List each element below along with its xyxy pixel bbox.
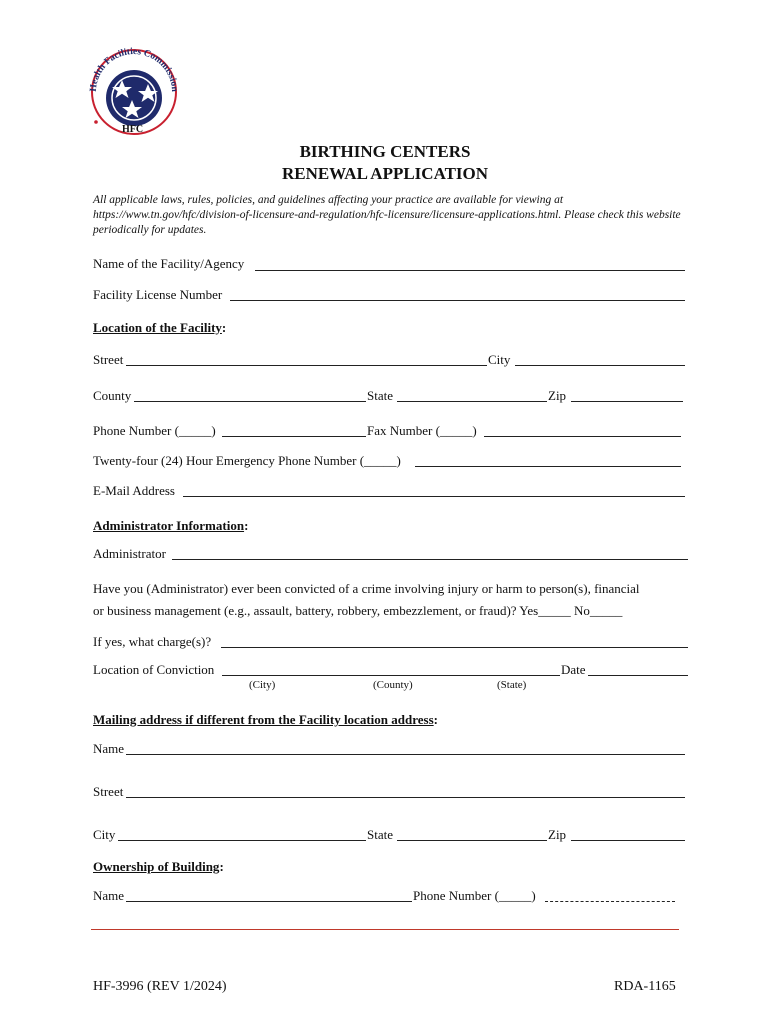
mailing-name-field[interactable]	[126, 754, 685, 755]
form-title-line1: BIRTHING CENTERS	[299, 142, 471, 161]
location-phone-label: Phone Number (_____)	[93, 423, 216, 438]
sub-label-county: (County)	[373, 679, 413, 691]
mailing-state-field[interactable]	[397, 840, 547, 841]
facility-name-label: Name of the Facility/Agency	[93, 256, 245, 271]
administrator-label: Administrator	[93, 546, 166, 561]
charges-field[interactable]	[221, 647, 688, 648]
conviction-date-field[interactable]	[588, 675, 688, 676]
charges-label: If yes, what charge(s)?	[93, 634, 212, 649]
location-state-field[interactable]	[397, 401, 547, 402]
location-city-field[interactable]	[515, 365, 685, 366]
ownership-phone-field[interactable]	[545, 901, 675, 902]
facility-name-field[interactable]	[255, 270, 685, 271]
svg-text:Health Facilities Commission: Health Facilities Commission	[88, 46, 180, 93]
location-city-label: City	[488, 352, 511, 367]
rda-number: RDA-1165	[614, 979, 676, 994]
email-label: E-Mail Address	[93, 483, 175, 498]
sub-label-state: (State)	[497, 679, 527, 691]
mailing-state-label: State	[367, 827, 393, 842]
conviction-question-line1: Have you (Administrator) ever been convicted of a crime involving injury or harm to person(s), financial	[93, 581, 640, 596]
intro-text: All applicable laws, rules, policies, and guidelines affecting your practice are available for viewing at https://www.tn.gov/hfc/division-of-licensure-and-regulation/hfc-licensure/licensure-applications.html. Please check this website periodically for updates.	[93, 194, 681, 236]
mailing-city-field[interactable]	[118, 840, 366, 841]
form-title-line2: RENEWAL APPLICATION	[281, 164, 489, 183]
facility-license-field[interactable]	[230, 300, 685, 301]
ownership-phone-label: Phone Number (_____)	[413, 888, 536, 903]
location-fax-label: Fax Number (_____)	[367, 423, 477, 438]
mailing-street-label: Street	[93, 784, 124, 799]
location-zip-field[interactable]	[571, 401, 683, 402]
emergency-phone-field[interactable]	[415, 466, 681, 467]
ownership-heading: Ownership of Building:	[93, 859, 224, 874]
logo-abbreviation: HFC	[122, 124, 144, 135]
location-zip-label: Zip	[548, 388, 567, 403]
conviction-date-label: Date	[561, 662, 586, 677]
mailing-zip-field[interactable]	[571, 840, 685, 841]
conviction-location-label: Location of Conviction	[93, 662, 215, 677]
location-street-field[interactable]	[126, 365, 487, 366]
mailing-name-label: Name	[93, 741, 125, 756]
form-number: HF-3996 (REV 1/2024)	[93, 979, 227, 994]
ownership-name-label: Name	[93, 888, 125, 903]
administrator-heading: Administrator Information:	[93, 518, 249, 533]
administrator-field[interactable]	[172, 559, 688, 560]
location-county-label: County	[93, 388, 132, 403]
mailing-zip-label: Zip	[548, 827, 567, 842]
ownership-name-field[interactable]	[126, 901, 412, 902]
mailing-heading: Mailing address if different from the Facility location address:	[93, 712, 438, 727]
red-divider	[91, 929, 679, 930]
conviction-question-line2: or business management (e.g., assault, battery, robbery, embezzlement, or fraud)? Yes_____ No_____	[93, 603, 623, 618]
location-street-label: Street	[93, 352, 124, 367]
conviction-location-field[interactable]	[222, 675, 560, 676]
email-field[interactable]	[183, 496, 685, 497]
location-phone-field[interactable]	[222, 436, 366, 437]
location-county-field[interactable]	[134, 401, 366, 402]
location-heading: Location of the Facility:	[93, 320, 227, 335]
mailing-city-label: City	[93, 827, 116, 842]
location-state-label: State	[367, 388, 393, 403]
location-fax-field[interactable]	[484, 436, 681, 437]
emergency-phone-label: Twenty-four (24) Hour Emergency Phone Number (_____)	[93, 453, 401, 468]
mailing-street-field[interactable]	[126, 797, 685, 798]
sub-label-city: (City)	[249, 679, 276, 691]
facility-license-label: Facility License Number	[93, 287, 223, 302]
